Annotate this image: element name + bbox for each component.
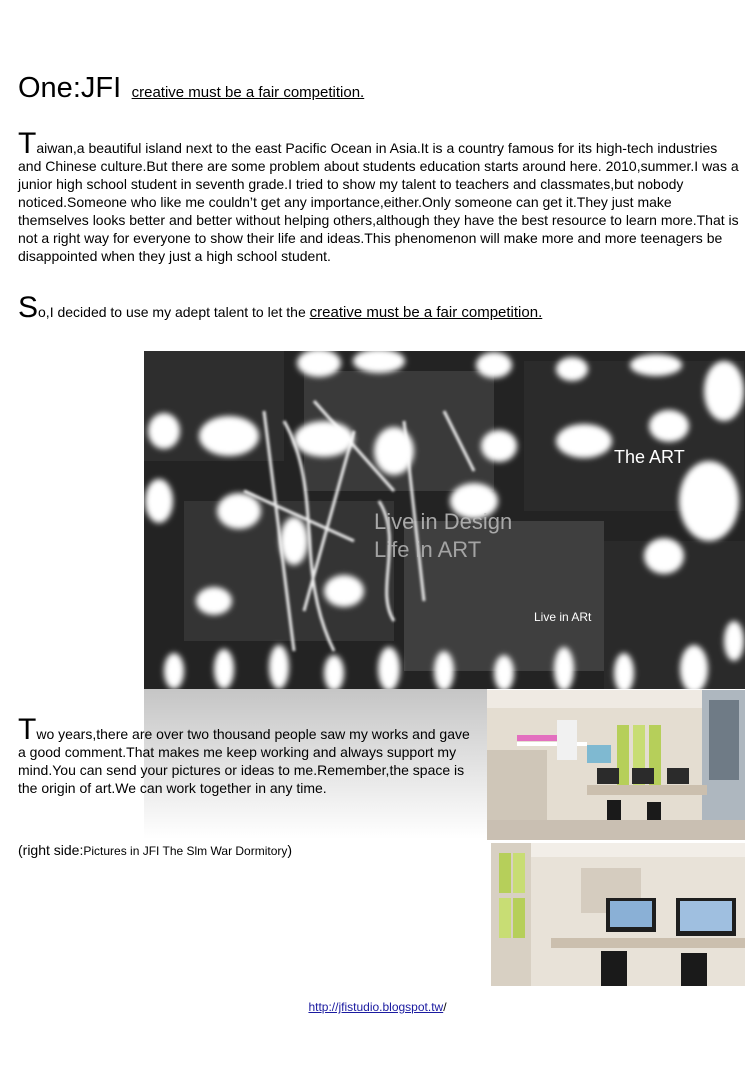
- decision-slogan: creative must be a fair competition.: [309, 304, 543, 321]
- caption-open: (right side:: [18, 842, 84, 858]
- closing-paragraph-text: wo years,there are over two thousand people saw my works and gave a good comment.That makes me keep working and always support my mind.You can send your pictures or ideas to me.Remember,the space is the origin of art.We can work together in any time.: [18, 726, 470, 796]
- page-heading: [18, 72, 364, 105]
- decision-paragraph: [18, 291, 742, 324]
- artwork-image: [144, 351, 745, 689]
- dormitory-photo-1-graphic: [487, 690, 745, 840]
- page-title: One:JFI: [18, 72, 122, 104]
- blog-link-tail: /: [443, 1000, 447, 1014]
- page-subtitle: creative must be a fair competition.: [131, 84, 365, 101]
- artwork-text: Live in ARt: [534, 610, 592, 624]
- decision-paragraph-text: o,I decided to use my adept talent to let the: [38, 304, 310, 320]
- dormitory-photo-2: [491, 843, 745, 986]
- intro-paragraph: [18, 127, 742, 265]
- closing-paragraph: [18, 713, 478, 797]
- blog-link[interactable]: http://jfistudio.blogspot.tw: [308, 1000, 444, 1014]
- footer: [0, 1000, 755, 1014]
- dropcap: T: [18, 713, 37, 746]
- caption-text: Pictures in JFI The Slm War Dormitory: [83, 844, 288, 858]
- dormitory-photo-1: [487, 690, 745, 840]
- artwork-text: Live in Design: [374, 509, 513, 534]
- artwork-text: The ART: [614, 447, 685, 467]
- dropcap: T: [18, 127, 37, 160]
- intro-paragraph-text: aiwan,a beautiful island next to the east Pacific Ocean in Asia.It is a country famous for its high-tech industries and Chinese culture.But there are some problem about students education starts around here. 2010,summer.I was a junior high school student in seventh grade.I tried to show my talent to teachers and classmates,but nobody noticed.Someone who like me couldn’t get any importance,either.Only someone can get it.They just make themselves looks better and better without helping others,although they have the best resource to learn more.That is not a right way for everyone to show their life and ideas.This phenomenon will make more and more teenagers be disappointed when they just a high school student.: [18, 140, 739, 264]
- photo-caption: [18, 842, 292, 858]
- artwork-text: Life in ART: [374, 537, 482, 562]
- caption-close: ): [287, 842, 293, 858]
- dormitory-photo-2-graphic: [491, 843, 745, 986]
- dropcap: S: [18, 291, 39, 324]
- artwork-graphic: [144, 351, 745, 689]
